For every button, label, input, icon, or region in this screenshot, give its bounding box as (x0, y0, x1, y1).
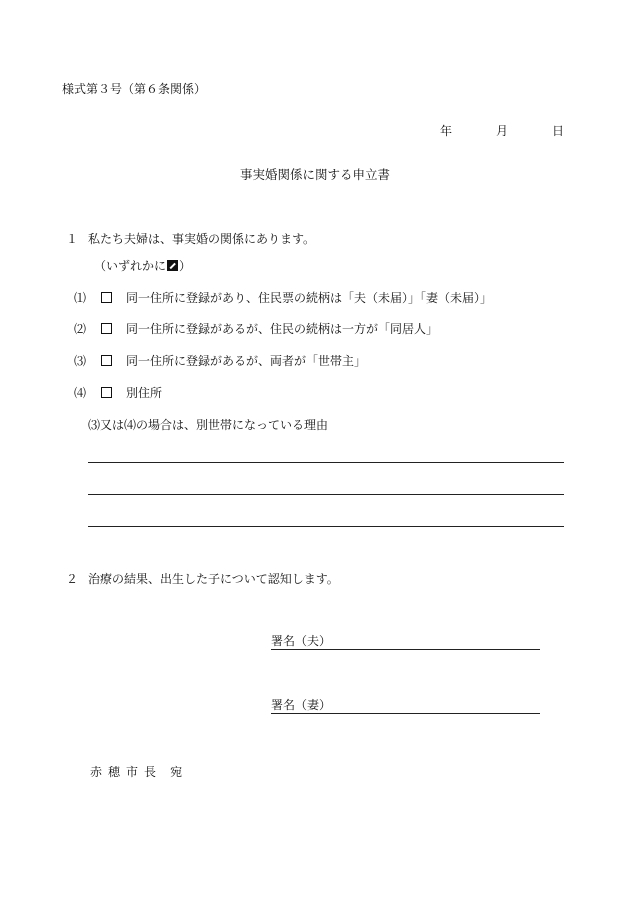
reason-line-2[interactable] (88, 494, 564, 495)
section-1-number: １ (66, 232, 79, 246)
section-2-text: 治療の結果、出生した子について認知します。 (88, 572, 339, 586)
checked-box-icon (167, 260, 178, 271)
date-field (440, 124, 564, 138)
wife-signature-field[interactable] (271, 698, 540, 714)
section-2-number: ２ (66, 572, 79, 586)
selection-hint-prefix: （いずれかに (94, 259, 167, 273)
option-2-checkbox[interactable] (101, 323, 112, 334)
selection-hint (94, 259, 191, 273)
addressee (90, 765, 182, 779)
reason-line-3[interactable] (88, 526, 564, 527)
addressee-suffix: 宛 (170, 765, 183, 779)
date-day-label: 日 (551, 124, 564, 138)
option-label: 同一住所に登録があり、住民票の続柄は「夫（未届）」「妻（未届）」 (126, 291, 493, 305)
husband-signature-label: 署名（夫） (271, 634, 332, 648)
wife-signature-label: 署名（妻） (271, 698, 332, 712)
option-label: 同一住所に登録があるが、両者が「世帯主」 (126, 354, 367, 368)
addressee-char: 長 (144, 765, 157, 779)
option-label: 別住所 (126, 386, 163, 400)
option-2 (74, 322, 438, 336)
section-2-statement (66, 572, 339, 586)
option-3-checkbox[interactable] (101, 355, 112, 366)
option-3 (74, 354, 366, 368)
option-number: ⑵ (74, 322, 87, 336)
section-1-statement (66, 232, 315, 246)
option-number: ⑴ (74, 291, 87, 305)
option-4 (74, 386, 162, 400)
date-year-label: 年 (439, 124, 452, 138)
option-1 (74, 291, 492, 305)
addressee-char: 穂 (108, 765, 121, 779)
document-title: 事実婚関係に関する申立書 (239, 167, 390, 182)
option-number: ⑷ (74, 386, 87, 400)
reason-line-1[interactable] (88, 462, 564, 463)
option-number: ⑶ (74, 354, 87, 368)
addressee-char: 赤 (90, 765, 103, 779)
husband-signature-field[interactable] (271, 634, 540, 650)
date-month-label: 月 (495, 124, 508, 138)
selection-hint-suffix: ） (179, 259, 192, 273)
option-4-checkbox[interactable] (101, 387, 112, 398)
option-1-checkbox[interactable] (101, 292, 112, 303)
reason-label: ⑶又は⑷の場合は、別世帯になっている理由 (88, 418, 329, 432)
addressee-char: 市 (126, 765, 139, 779)
option-label: 同一住所に登録があるが、住民の続柄は一方が「同居人」 (126, 322, 439, 336)
section-1-text: 私たち夫婦は、事実婚の関係にあります。 (88, 232, 316, 246)
form-number: 様式第３号（第６条関係） (62, 82, 207, 96)
